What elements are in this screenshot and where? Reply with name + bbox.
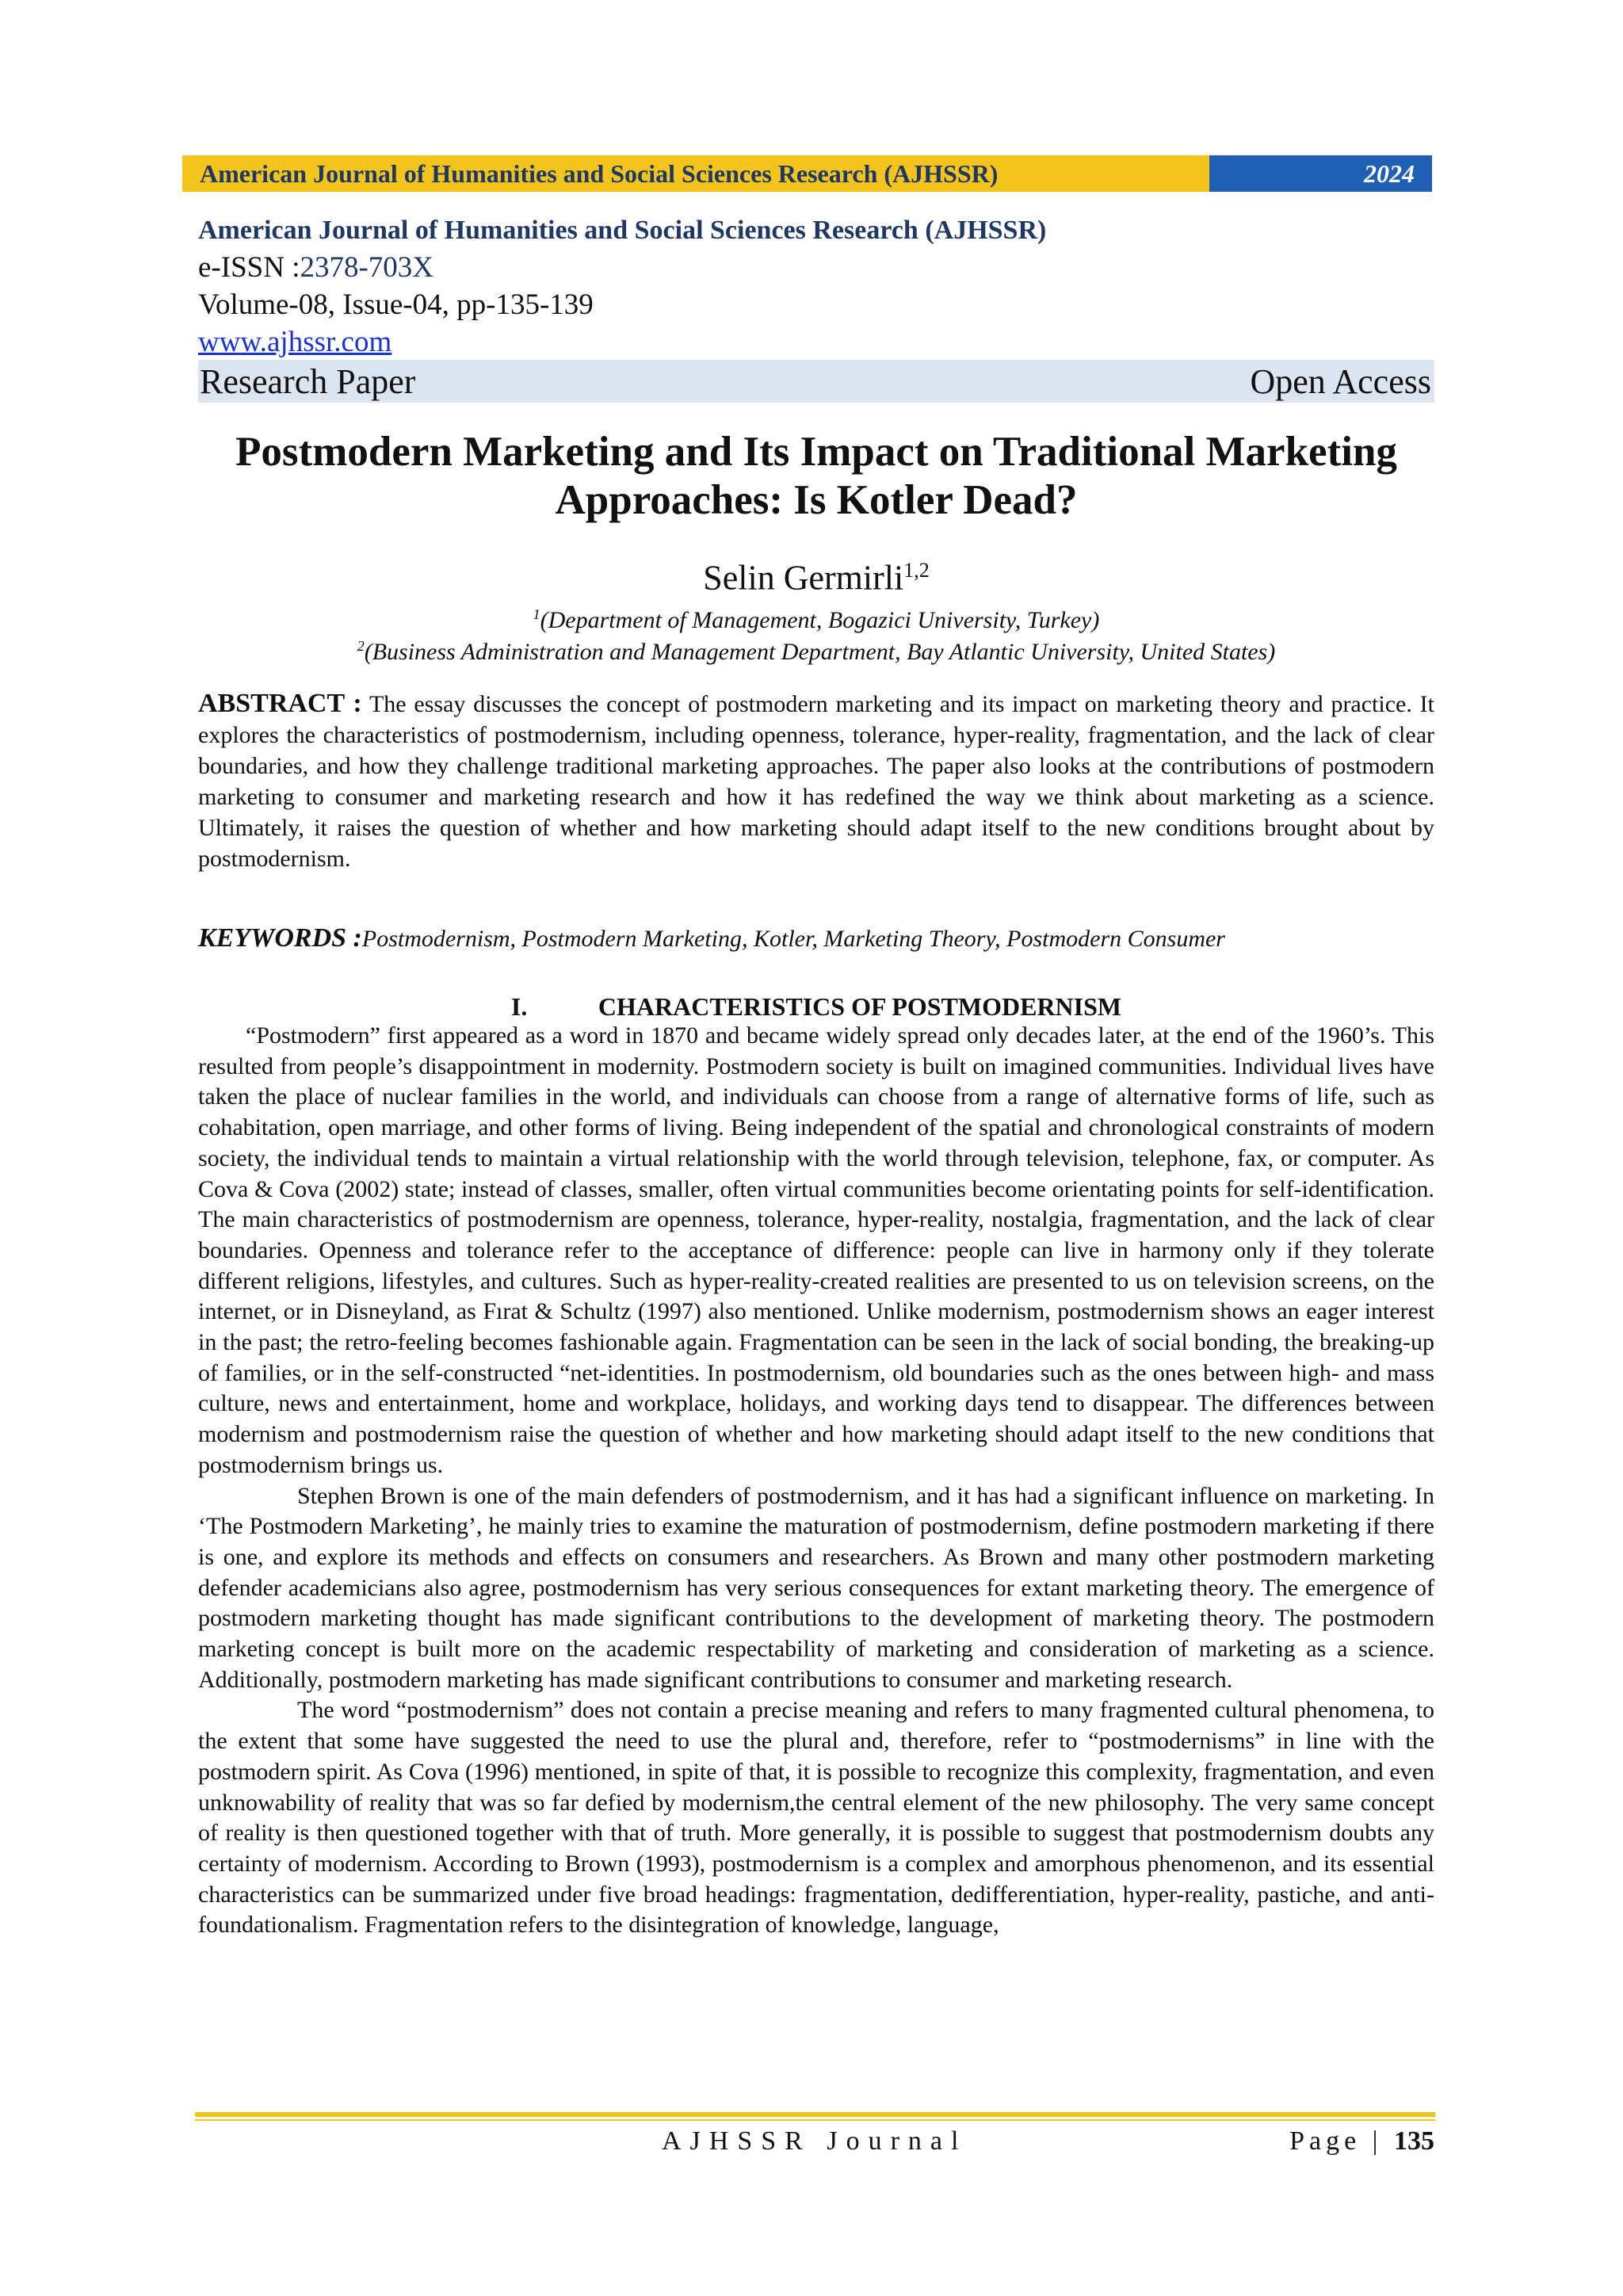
abstract-text: The essay discusses the concept of postmodern marketing and its impact on marketing theory and practice. It explores the characteristics of postmodernism, including openness, tolerance, hyper-reality, fragmentation, and the lack of clear boundaries, and how they challenge traditional marketing approaches. The paper also looks at the contributions of postmodern marketing to consumer and marketing research and how it has redefined the way we think about marketing as a science. Ultimately, it raises the question of whether and how marketing should adapt itself to the new conditions brought about by postmodernism. <box>198 691 1434 872</box>
keywords-text: Postmodernism, Postmodern Marketing, Kotler, Marketing Theory, Postmodern Consumer <box>361 926 1225 952</box>
header-journal-name: American Journal of Humanities and Social Sciences Research (AJHSSR) <box>182 155 1209 192</box>
footer-rule-thin <box>195 2119 1435 2121</box>
section-heading <box>198 991 1434 1022</box>
author-line <box>198 550 1434 599</box>
footer-rule <box>195 2112 1435 2117</box>
affiliation-1: $^1$(Department of Management, Bogazici University, Turkey) <box>533 606 1100 633</box>
running-header <box>182 155 1432 192</box>
header-year: 2024 <box>1209 155 1432 192</box>
meta-journal-name: American Journal of Humanities and Social Sciences Research (AJHSSR) <box>198 216 1047 245</box>
paper-type-bar <box>198 360 1434 403</box>
footer-journal: AJHSSR Journal <box>662 2126 968 2156</box>
keywords-label: KEYWORDS : <box>198 923 362 953</box>
page-number: 135 <box>1394 2126 1434 2156</box>
author-name: Selin Germirli <box>703 558 904 598</box>
paragraph: The word “postmodernism” does not contain a precise meaning and refers to many fragmented cultural phenomena, to the extent that some have suggested the need to use the plural and, therefore, refer to “postmodernisms” in line with the postmodern spirit. As Cova (1996) mentioned, in spite of that, it is possible to recognize this complexity, fragmentation, and even unknowability of reality that was so far defied by modernism,the central element of the new philosophy. The very same concept of reality is then questioned together with that of truth. More generally, it is possible to suggest that postmodernism doubts any certainty of modernism. According to Brown (1993), postmodernism is a complex and amorphous phenomenon, and its essential characteristics can be summarized under five broad headings: fragmentation, dedifferentiation, hyper-reality, pastiche, and anti-foundationalism. Fragmentation refers to the disintegration of knowledge, language, <box>198 1697 1434 1939</box>
abstract <box>198 688 1434 874</box>
open-access-label: Open Access <box>1250 361 1431 401</box>
footer-page <box>1289 2124 1434 2159</box>
keywords <box>198 923 1434 955</box>
volume-line: Volume-08, Issue-04, pp-135-139 <box>198 288 594 321</box>
paper-type-label: Research Paper <box>200 361 416 401</box>
paper-title: Postmodern Marketing and Its Impact on Traditional Marketing Approaches: Is Kotler Dead? <box>235 429 1397 523</box>
issn-value: 2378-703X <box>300 251 434 284</box>
author-affiliation-markers: 1,2 <box>903 559 930 582</box>
affiliation-2: $^2$(Business Administration and Management Department, Bay Atlantic University, United States) <box>357 638 1276 665</box>
paragraph: Stephen Brown is one of the main defenders of postmodernism, and it has had a significant influence on marketing. In ‘The Postmodern Marketing’, he mainly tries to examine the maturation of postmodernism, define postmodern marketing if there is one, and explore its methods and effects on consumers and researchers. As Brown and many other postmodern marketing defender academicians also agree, postmodernism has very serious consequences for extant marketing theory. The emergence of postmodern marketing thought has made significant contributions to the development of marketing theory. The postmodern marketing concept is built more on the academic respectability of marketing and consideration of marketing as a science. Additionally, postmodern marketing has made significant contributions to consumer and marketing research. <box>198 1482 1434 1693</box>
issn-label: e-ISSN : <box>198 251 300 284</box>
issn-line <box>198 249 1434 286</box>
abstract-label: ABSTRACT : <box>198 689 362 718</box>
section-title: CHARACTERISTICS OF POSTMODERNISM <box>598 992 1122 1021</box>
page-label: Page | <box>1289 2126 1383 2156</box>
website-link[interactable]: www.ajhssr.com <box>198 326 392 358</box>
section-number: I. <box>510 992 528 1021</box>
body-text <box>198 1021 1434 1941</box>
paragraph: “Postmodern” first appeared as a word in 1870 and became widely spread only decades later, at the end of the 1960’s. This resulted from people’s disappointment in modernity. Postmodern society is built on imagined communities. Individual lives have taken the place of nuclear families in the world, and individuals can choose from a range of alternative forms of life, such as cohabitation, open marriage, and other forms of living. Being independent of the spatial and chronological constraints of modern society, the individual tends to maintain a virtual relationship with the world through television, telephone, fax, or computer. As Cova & Cova (2002) state; instead of classes, smaller, often virtual communities become orientating points for self-identification. The main characteristics of postmodernism are openness, tolerance, hyper-reality, nostalgia, fragmentation, and the lack of clear boundaries. Openness and tolerance refer to the acceptance of difference: people can live in harmony only if they tolerate different religions, lifestyles, and cultures. Such as hyper-reality-created realities are presented to us on television screens, on the internet, or in Disneyland, as Fırat & Schultz (1997) also mentioned. Unlike modernism, postmodernism shows an eager interest in the past; the retro-feeling becomes fashionable again. Fragmentation can be seen in the lack of social bonding, the breaking-up of families, or in the self-constructed “net-identities. In postmodernism, old boundaries such as the ones between high- and mass culture, news and entertainment, home and workplace, holidays, and working days tend to disappear. The differences between modernism and postmodernism raise the question of whether and how marketing should adapt itself to the new conditions that postmodernism brings us. <box>198 1022 1434 1478</box>
journal-meta <box>198 212 1434 361</box>
